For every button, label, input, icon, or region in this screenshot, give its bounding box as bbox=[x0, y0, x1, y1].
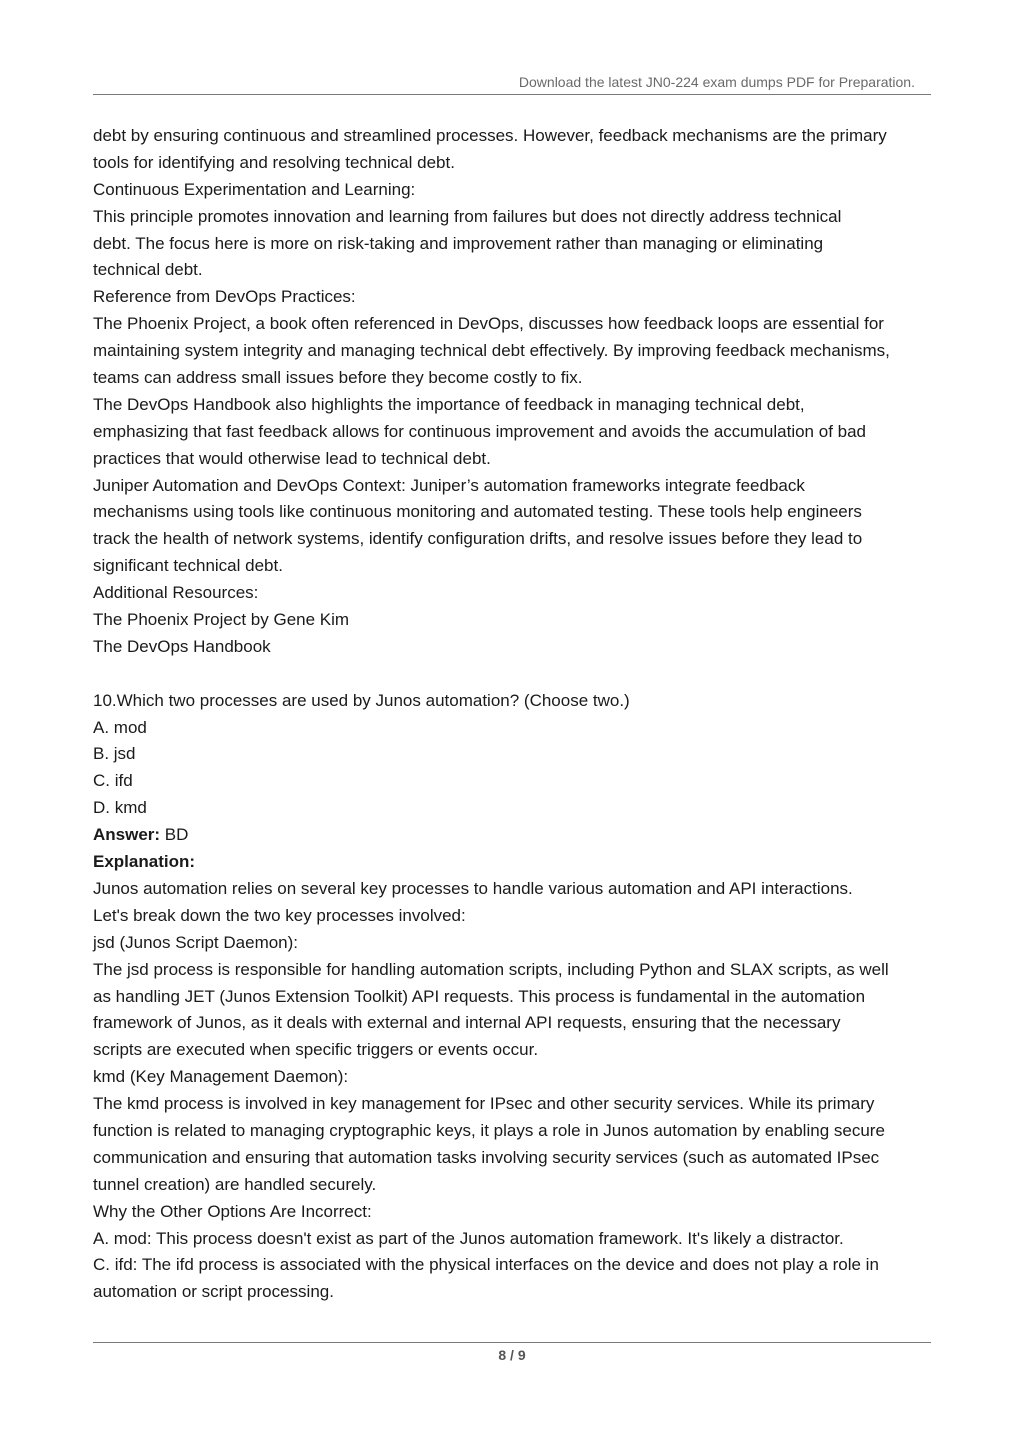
explanation-line: The kmd process is involved in key management for IPsec and other security services. While its primary bbox=[93, 1094, 875, 1114]
paragraph-line: technical debt. bbox=[93, 260, 203, 280]
paragraph-line: track the health of network systems, identify configuration drifts, and resolve issues before they lead to bbox=[93, 529, 863, 549]
section-heading: Additional Resources: bbox=[93, 583, 259, 603]
resource-item: The Phoenix Project by Gene Kim bbox=[93, 610, 350, 630]
explanation-line: as handling JET (Junos Extension Toolkit) API requests. This process is fundamental in the automation bbox=[93, 986, 866, 1006]
explanation-line: communication and ensuring that automation tasks involving security services (such as automated IPsec bbox=[93, 1147, 880, 1167]
page-footer bbox=[93, 1342, 931, 1363]
paragraph-line: significant technical debt. bbox=[93, 556, 283, 576]
paragraph-line: tools for identifying and resolving technical debt. bbox=[93, 152, 455, 172]
paragraph-line: The DevOps Handbook also highlights the importance of feedback in managing technical debt, bbox=[93, 394, 805, 414]
section-heading: Continuous Experimentation and Learning: bbox=[93, 179, 416, 199]
explanation-line: framework of Junos, as it deals with external and internal API requests, ensuring that the necessary bbox=[93, 1013, 841, 1033]
paragraph-line: debt by ensuring continuous and streamlined processes. However, feedback mechanisms are the primary bbox=[93, 126, 887, 145]
section-heading: Reference from DevOps Practices: bbox=[93, 287, 356, 307]
page-header bbox=[93, 70, 931, 95]
paragraph-line: teams can address small issues before they become costly to fix. bbox=[93, 368, 583, 388]
explanation-heading: jsd (Junos Script Daemon): bbox=[93, 932, 299, 952]
paragraph-line: This principle promotes innovation and learning from failures but does not directly address technical bbox=[93, 206, 842, 226]
paragraph-line: Juniper Automation and DevOps Context: Juniper’s automation frameworks integrate feedback bbox=[93, 475, 805, 495]
paragraph-line: debt. The focus here is more on risk-taking and improvement rather than managing or eliminating bbox=[93, 233, 824, 253]
option-a: A. mod bbox=[93, 717, 147, 737]
question-text: 10.Which two processes are used by Junos automation? (Choose two.) bbox=[93, 690, 630, 710]
spacer bbox=[93, 661, 943, 688]
paragraph-line: mechanisms using tools like continuous monitoring and automated testing. These tools help engineers bbox=[93, 502, 862, 522]
explanation-line: C. ifd: The ifd process is associated with the physical interfaces on the device and does not play a role in bbox=[93, 1255, 879, 1275]
explanation-line: scripts are executed when specific triggers or events occur. bbox=[93, 1040, 539, 1060]
explanation-line: automation or script processing. bbox=[93, 1282, 334, 1302]
answer-label: Answer: bbox=[93, 825, 161, 845]
body-text bbox=[93, 123, 943, 661]
option-c: C. ifd bbox=[93, 771, 133, 791]
explanation-line: A. mod: This process doesn't exist as part of the Junos automation framework. It's likely a distractor. bbox=[93, 1228, 844, 1248]
explanation-line: Let's break down the two key processes involved: bbox=[93, 905, 466, 925]
explanation-heading: Why the Other Options Are Incorrect: bbox=[93, 1201, 372, 1221]
paragraph-line: emphasizing that fast feedback allows for continuous improvement and avoids the accumulation of bad bbox=[93, 421, 867, 441]
explanation-label: Explanation: bbox=[93, 852, 196, 872]
explanation-line: Junos automation relies on several key processes to handle various automation and API interactions. bbox=[93, 878, 853, 898]
header-text: Download the latest JN0-224 exam dumps PDF for Preparation. bbox=[518, 74, 915, 90]
explanation-line: The jsd process is responsible for handling automation scripts, including Python and SLAX scripts, as well bbox=[93, 959, 889, 979]
option-d: D. kmd bbox=[93, 798, 147, 818]
answer-value: BD bbox=[160, 825, 189, 845]
explanation-heading: kmd (Key Management Daemon): bbox=[93, 1067, 349, 1087]
question-block bbox=[93, 688, 943, 1306]
page-content bbox=[93, 123, 943, 1306]
paragraph-line: maintaining system integrity and managing technical debt effectively. By improving feedback mechanisms, bbox=[93, 341, 890, 361]
answer-line bbox=[93, 822, 943, 849]
page-number: 8 / 9 bbox=[498, 1347, 526, 1363]
paragraph-line: The Phoenix Project, a book often referenced in DevOps, discusses how feedback loops are essential for bbox=[93, 314, 884, 334]
explanation-line: function is related to managing cryptographic keys, it plays a role in Junos automation by enabling secure bbox=[93, 1120, 885, 1140]
option-b: B. jsd bbox=[93, 744, 136, 764]
explanation-line: tunnel creation) are handled securely. bbox=[93, 1174, 377, 1194]
paragraph-line: practices that would otherwise lead to technical debt. bbox=[93, 448, 491, 468]
resource-item: The DevOps Handbook bbox=[93, 636, 271, 656]
